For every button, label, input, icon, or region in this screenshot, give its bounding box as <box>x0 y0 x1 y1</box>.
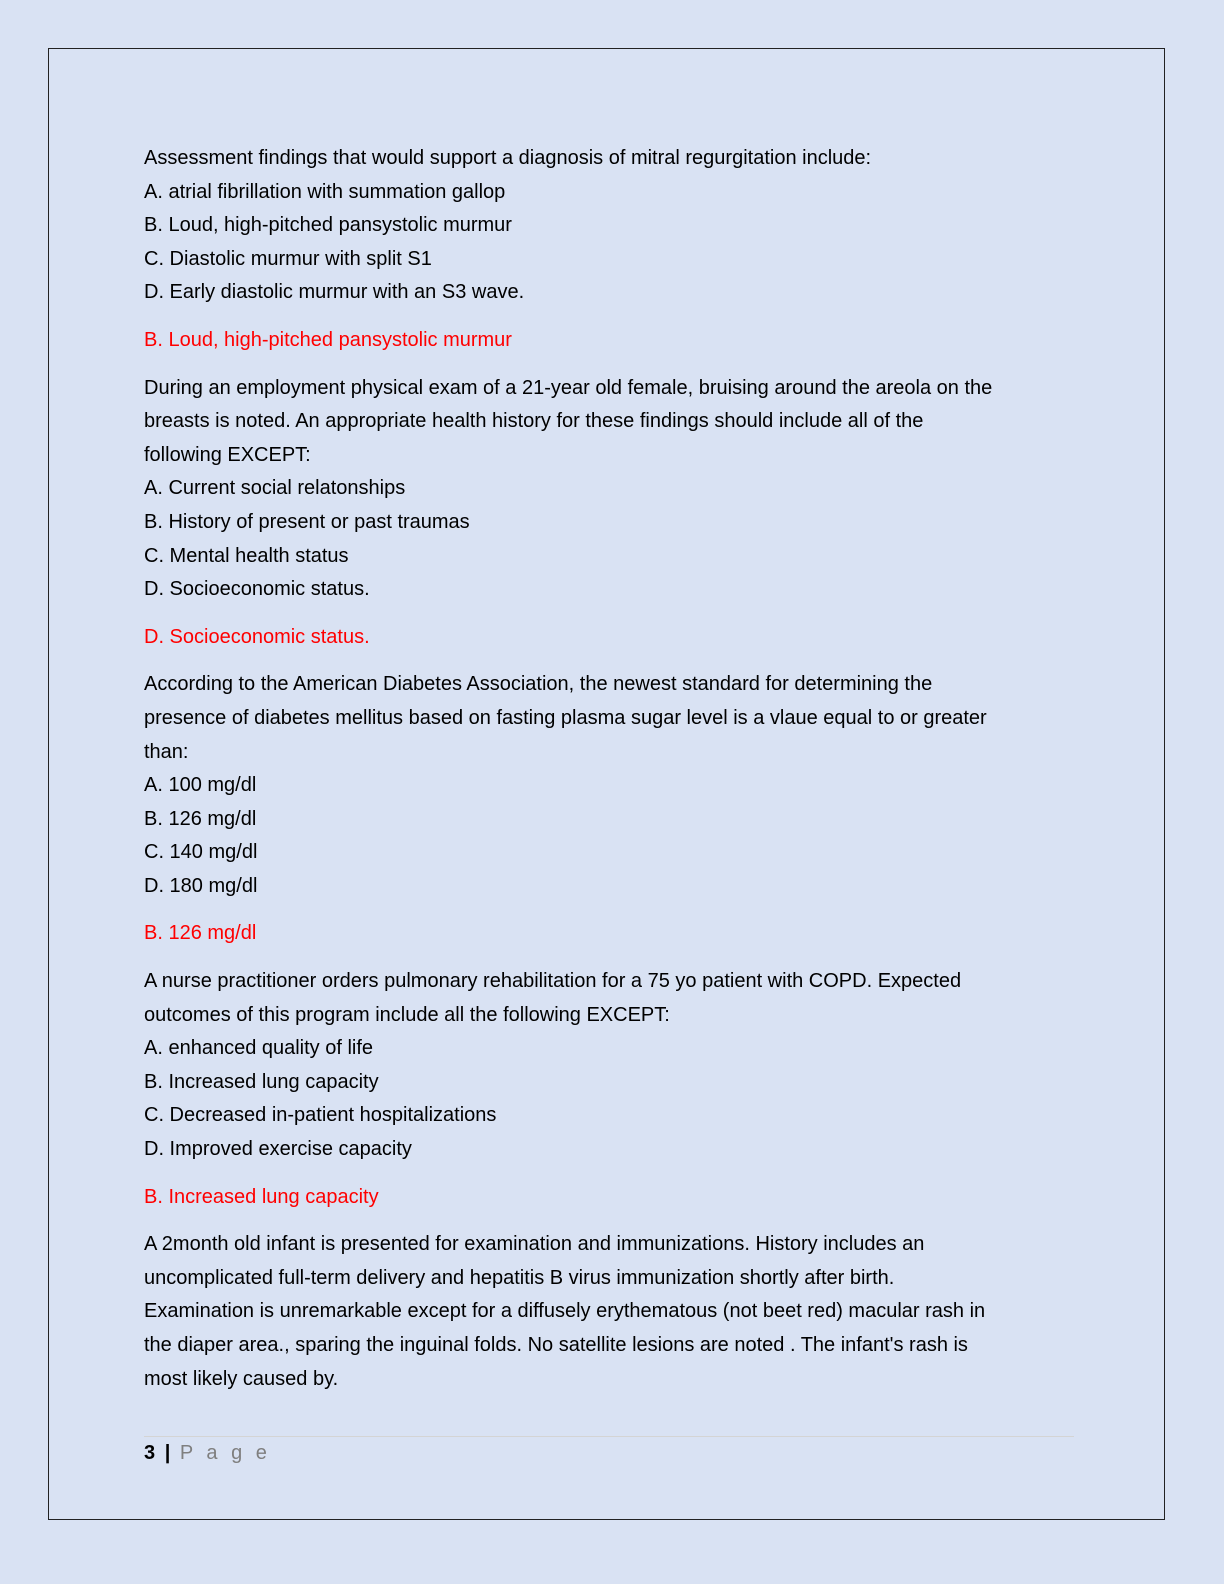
option-c: C. 140 mg/dl <box>144 841 258 864</box>
answer-2: D. Socioeconomic status. <box>144 625 370 648</box>
option-d: D. Socioeconomic status. <box>144 578 370 601</box>
option-b: B. History of present or past traumas <box>144 510 470 533</box>
question-stem-line: most likely caused by. <box>144 1367 339 1390</box>
question-stem-line: According to the American Diabetes Association, the newest standard for determining the <box>144 673 933 696</box>
question-stem-line: During an employment physical exam of a 21-year old female, bruising around the areola on the <box>144 376 993 399</box>
question-stem-line: Assessment findings that would support a diagnosis of mitral regurgitation include: <box>144 147 872 169</box>
answer-4: B. Increased lung capacity <box>144 1185 379 1208</box>
footer-divider <box>144 1436 1074 1437</box>
question-4 <box>144 965 1079 1167</box>
page-content <box>144 142 1079 1396</box>
question-stem-line: following EXCEPT: <box>144 443 311 466</box>
question-stem-line: A 2month old infant is presented for examination and immunizations. History includes an <box>144 1233 925 1256</box>
footer-separator: | <box>164 1442 171 1464</box>
option-d: D. Early diastolic murmur with an S3 wave. <box>144 281 525 304</box>
option-a: A. enhanced quality of life <box>144 1037 374 1060</box>
option-d: D. 180 mg/dl <box>144 874 258 897</box>
option-c: C. Diastolic murmur with split S1 <box>144 247 432 270</box>
question-stem-line: presence of diabetes mellitus based on fasting plasma sugar level is a vlaue equal to or greater <box>144 706 987 729</box>
option-b: B. Loud, high-pitched pansystolic murmur <box>144 214 512 237</box>
option-c: C. Decreased in-patient hospitalizations <box>144 1104 497 1127</box>
page-footer <box>144 1441 271 1465</box>
question-stem-line: A nurse practitioner orders pulmonary rehabilitation for a 75 yo patient with COPD. Expected <box>144 970 962 993</box>
question-1 <box>144 142 1079 310</box>
question-stem-line: uncomplicated full-term delivery and hepatitis B virus immunization shortly after birth. <box>144 1266 895 1289</box>
question-stem-line: outcomes of this program include all the following EXCEPT: <box>144 1003 670 1026</box>
option-b: B. 126 mg/dl <box>144 807 257 830</box>
question-stem-line: Examination is unremarkable except for a diffusely erythematous (not beet red) macular rash in <box>144 1300 986 1323</box>
option-a: A. Current social relatonships <box>144 477 406 500</box>
option-d: D. Improved exercise capacity <box>144 1138 412 1161</box>
option-a: A. atrial fibrillation with summation gallop <box>144 180 506 203</box>
option-b: B. Increased lung capacity <box>144 1070 379 1093</box>
question-3 <box>144 668 1079 903</box>
page-number: 3 <box>144 1442 156 1464</box>
question-stem-line: than: <box>144 740 189 763</box>
option-c: C. Mental health status <box>144 544 349 567</box>
question-2 <box>144 372 1079 607</box>
answer-1: B. Loud, high-pitched pansystolic murmur <box>144 328 512 351</box>
page-label: P a g e <box>179 1442 271 1464</box>
option-a: A. 100 mg/dl <box>144 774 257 797</box>
question-stem-line: the diaper area., sparing the inguinal folds. No satellite lesions are noted . The infant's rash is <box>144 1334 968 1356</box>
question-stem-line: breasts is noted. An appropriate health history for these findings should include all of the <box>144 410 924 433</box>
question-5 <box>144 1228 1079 1396</box>
answer-3: B. 126 mg/dl <box>144 922 257 945</box>
